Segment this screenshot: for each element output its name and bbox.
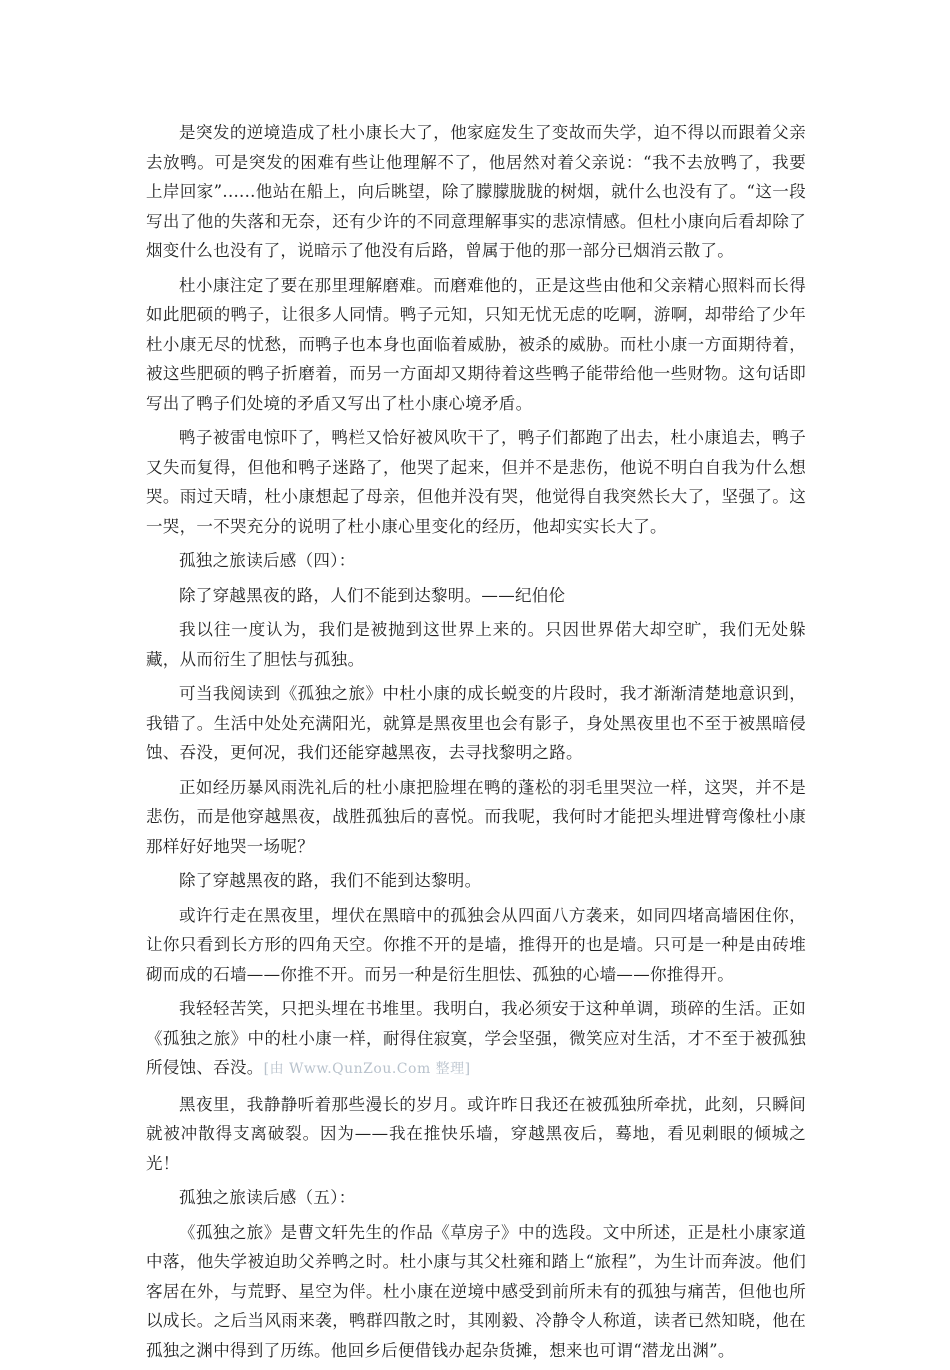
section-heading: 孤独之旅读后感（四）： [179,551,356,570]
paragraph: 除了穿越黑夜的路，我们不能到达黎明。 [179,871,482,890]
paragraph: 杜小康注定了要在那里理解磨难。而磨难他的，正是这些由他和父亲精心照料而长得如此肥硕的鸭子，让很多人同情。鸭子元知，只知无忧无虑的吃啊，游啊，却带给了少年杜小康无尽的忧愁，而鸭子也本身也面临着威胁，被杀的威胁。而杜小康一方面期待着，被这些肥硕的鸭子折磨着，而另一方面却又期待着这些鸭子能带给他一些财物。这句话即写出了鸭子们处境的矛盾又写出了杜小康心境矛盾。 [146,275,806,413]
paragraph: 黑夜里，我静静听着那些漫长的岁月。或许昨日我还在被孤独所牵扰，此刻，只瞬间就被冲散得支离破裂。因为——我在推快乐墙，穿越黑夜后，蓦地，看见刺眼的倾城之光！ [146,1094,806,1173]
paragraph: 或许行走在黑夜里，埋伏在黑暗中的孤独会从四面八方袭来，如同四堵高墙困住你，让你只看到长方形的四角天空。你推不开的是墙，推得开的也是墙。只可是一种是由砖堆砌而成的石墙——你推不开。而另一种是衍生胆怯、孤独的心墙——你推得开。 [146,905,806,984]
paragraph: 我以往一度认为，我们是被抛到这世界上来的。只因世界偌大却空旷，我们无处躲藏，从而衍生了胆怯与孤独。 [146,620,806,669]
document-body [146,118,806,1370]
paragraph-with-watermark [146,994,806,1085]
quote-paragraph: 除了穿越黑夜的路，人们不能到达黎明。——纪伯伦 [179,585,566,605]
paragraph: 正如经历暴风雨洗礼后的杜小康把脸埋在鸭的蓬松的羽毛里哭泣一样，这哭，并不是悲伤，而是他穿越黑夜，战胜孤独后的喜悦。而我呢，我何时才能把头埋进臂弯像杜小康那样好好地哭一场呢？ [146,777,806,856]
paragraph: 《孤独之旅》是曹文轩先生的作品《草房子》中的选段。文中所述，正是杜小康家道中落，他失学被迫助父养鸭之时。杜小康与其父杜雍和踏上“旅程”，为生计而奔波。他们客居在外，与荒野、星空为伴。杜小康在逆境中感受到前所未有的孤独与痛苦，但他也所以成长。之后当风雨来袭，鸭群四散之时，其刚毅、冷静令人称道，读者已然知晓，他在孤独之渊中得到了历练。他回乡后便借钱办起杂货摊，想来也可谓“潜龙出渊”。 [146,1222,806,1360]
section-heading: 孤独之旅读后感（五）： [179,1188,356,1207]
paragraph: 可当我阅读到《孤独之旅》中杜小康的成长蜕变的片段时，我才渐渐清楚地意识到，我错了。生活中处处充满阳光，就算是黑夜里也会有影子，身处黑夜里也不至于被黑暗侵蚀、吞没，更何况，我们还能穿越黑夜，去寻找黎明之路。 [146,684,806,762]
paragraph: 鸭子被雷电惊吓了，鸭栏又恰好被风吹干了，鸭子们都跑了出去，杜小康追去，鸭子又失而复得，但他和鸭子迷路了，他哭了起来，但并不是悲伤，他说不明白自我为什么想哭。雨过天晴，杜小康想起了母亲，但他并没有哭，他觉得自我突然长大了，坚强了。这一哭，一不哭充分的说明了杜小康心里变化的经历，他却实实长大了。 [146,428,806,536]
paragraph: 是突发的逆境造成了杜小康长大了，他家庭发生了变故而失学，迫不得以而跟着父亲去放鸭。可是突发的困难有些让他理解不了，他居然对着父亲说：“我不去放鸭了，我要上岸回家”......他站在船上，向后眺望，除了朦朦胧胧的树烟，就什么也没有了。“这一段写出了他的失落和无奈，还有少许的不同意理解事实的悲凉情感。但杜小康向后看却除了烟变什么也没有了，说暗示了他没有后路，曾属于他的那一部分已烟消云散了。 [146,123,806,260]
source-watermark: [由 Www.QunZou.Com 整理] [263,1061,471,1077]
paragraph-text: 我轻轻苦笑，只把头埋在书堆里。我明白，我必须安于这种单调，琐碎的生活。正如《孤独之旅》中的杜小康一样，耐得住寂寞，学会坚强，微笑应对生活，才不至于被孤独所侵蚀、吞没。 [146,999,806,1077]
